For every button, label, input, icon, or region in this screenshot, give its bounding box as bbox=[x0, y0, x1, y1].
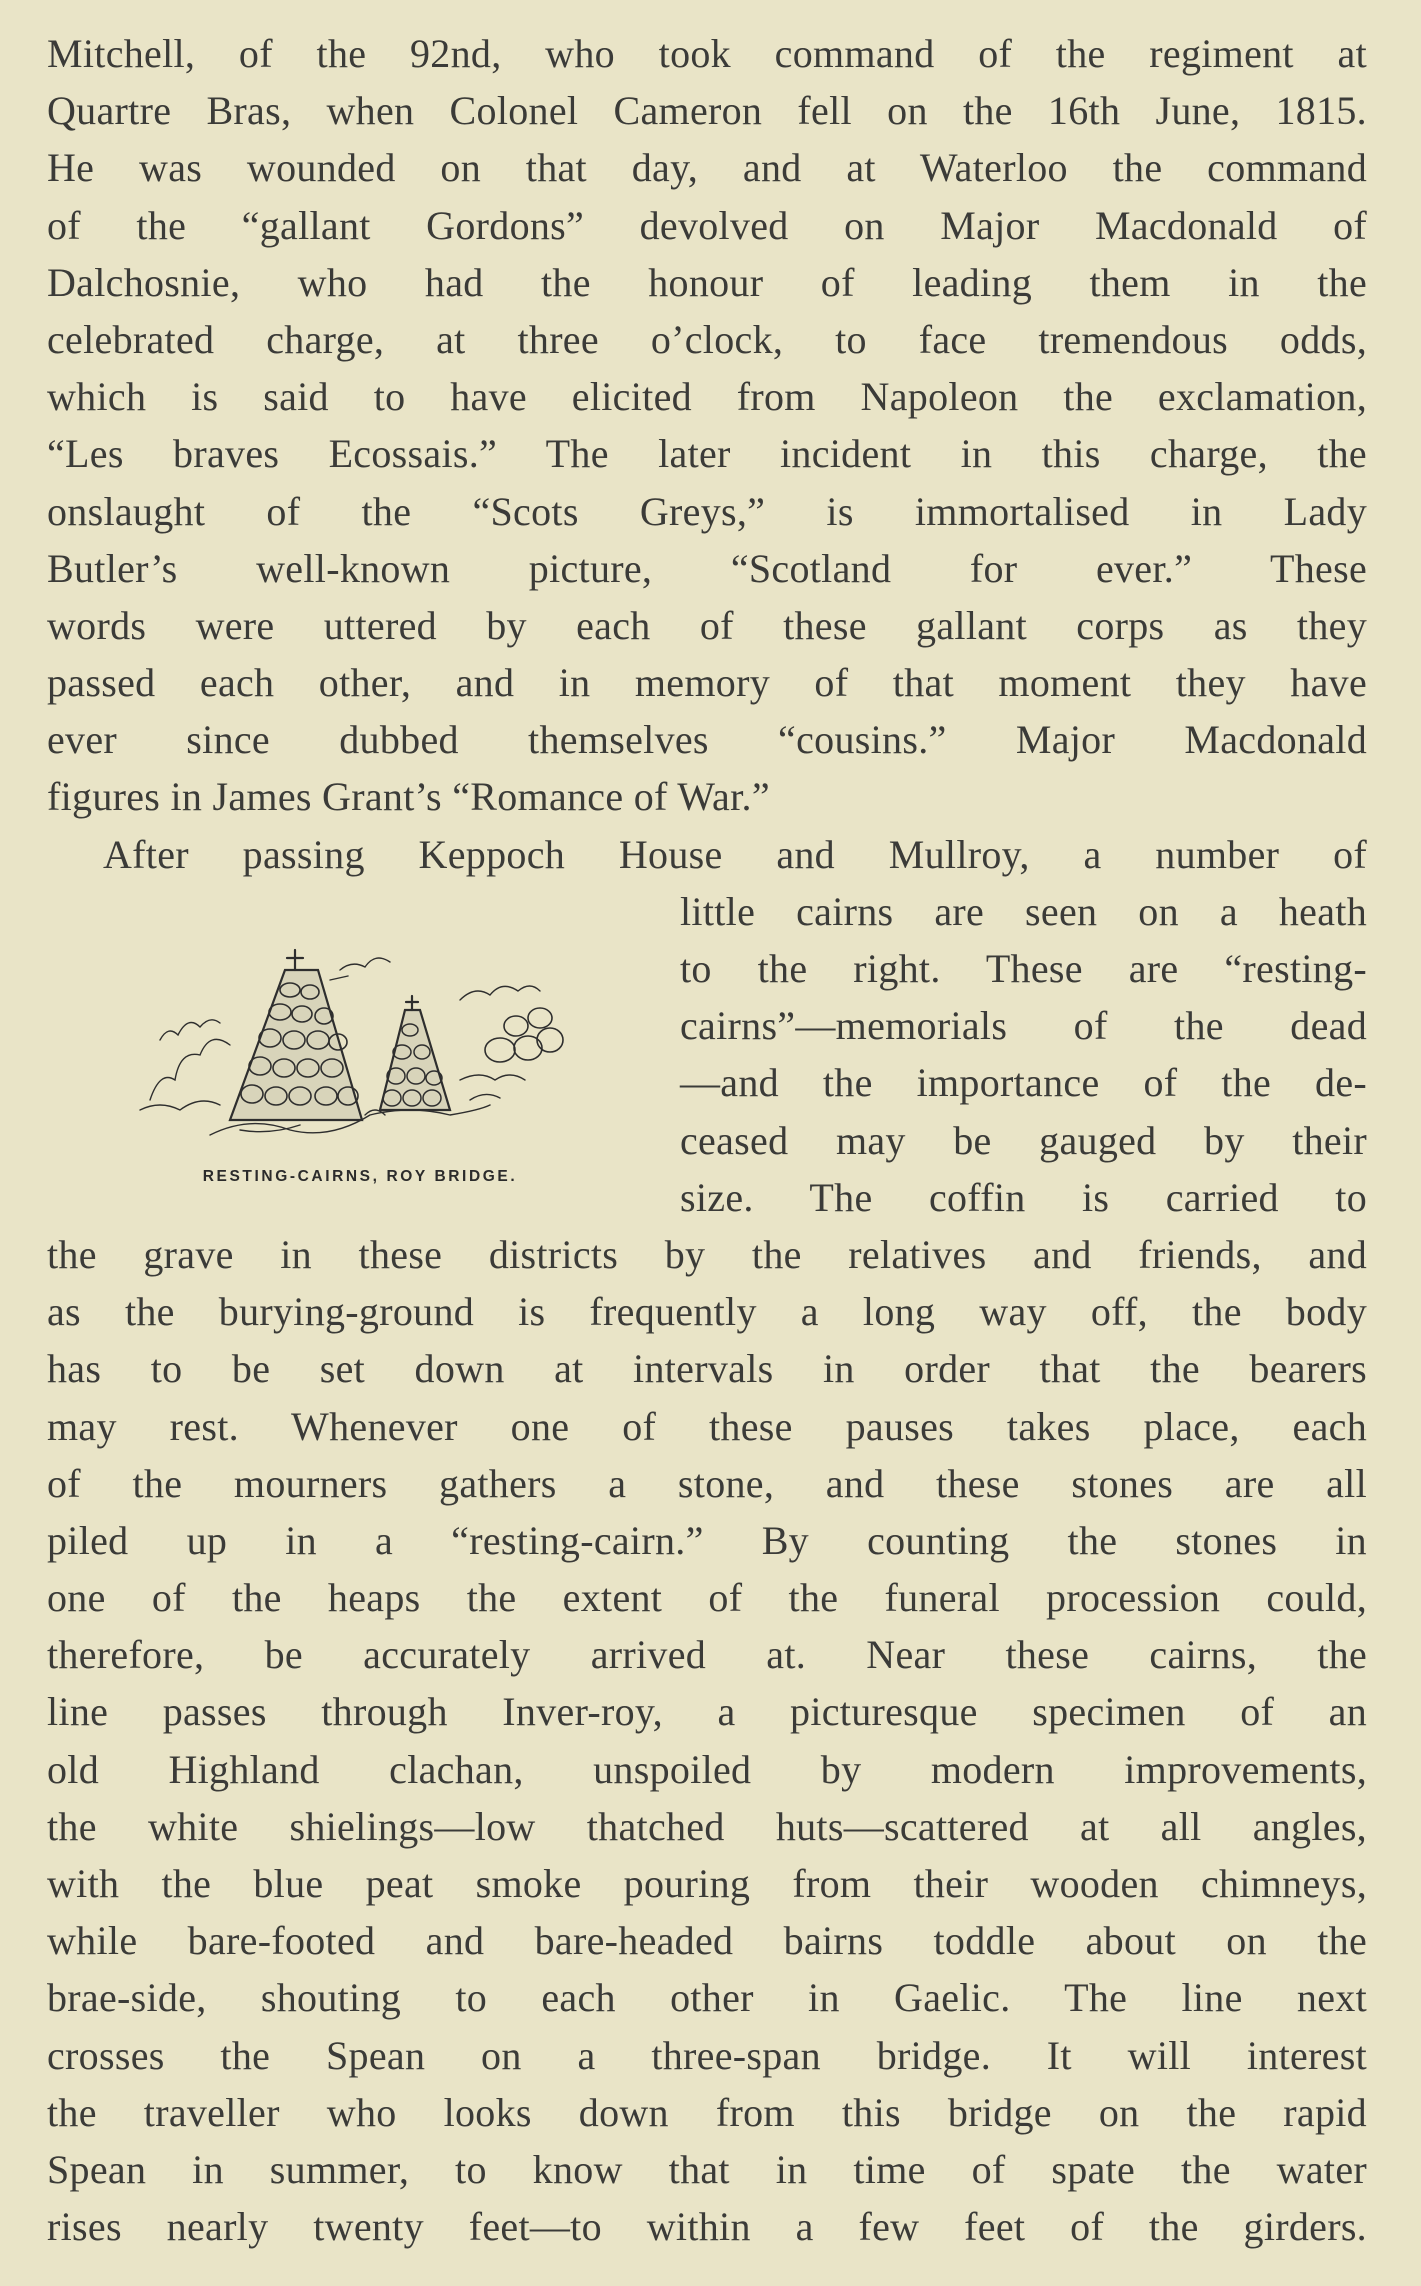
text-line: old Highland clachan, unspoiled by modern improvements, bbox=[47, 1746, 1367, 1792]
text-line: Mitchell, of the 92nd, who took command of the regiment at bbox=[47, 31, 1367, 76]
text-line: celebrated charge, at three o’clock, to face tremendous odds, bbox=[47, 316, 1367, 362]
text-line: little cairns are seen on a heath bbox=[680, 888, 1367, 934]
text-line: —and the importance of the de- bbox=[680, 1060, 1367, 1106]
text-line: ever since dubbed themselves “cousins.” Major Macdonald bbox=[47, 717, 1367, 763]
text-line: size. The coffin is carried to bbox=[680, 1174, 1367, 1220]
text-line: Butler’s well-known picture, “Scotland for ever.” These bbox=[47, 545, 1367, 591]
text-line: as the burying-ground is frequently a long way off, the body bbox=[47, 1289, 1367, 1335]
figure-caption: RESTING-CAIRNS, ROY BRIDGE. bbox=[202, 1168, 518, 1185]
text-line: of the “gallant Gordons” devolved on Major Macdonald of bbox=[47, 202, 1367, 248]
text-line: piled up in a “resting-cairn.” By counting the stones in bbox=[47, 1517, 1367, 1563]
text-line: may rest. Whenever one of these pauses takes place, each bbox=[47, 1403, 1367, 1449]
illustration-resting-cairns bbox=[80, 900, 640, 1220]
text-line: to the right. These are “resting- bbox=[680, 946, 1367, 991]
text-line: therefore, be accurately arrived at. Near these cairns, the bbox=[47, 1632, 1367, 1678]
text-line: ceased may be gauged by their bbox=[680, 1117, 1367, 1163]
cairns-drawing bbox=[80, 900, 640, 1160]
text-line: Quartre Bras, when Colonel Cameron fell on the 16th June, 1815. bbox=[47, 88, 1367, 134]
text-line: crosses the Spean on a three-span bridge. It will interest bbox=[47, 2032, 1367, 2078]
text-line: passed each other, and in memory of that moment they have bbox=[47, 660, 1367, 706]
text-line: has to be set down at intervals in order that the bearers bbox=[47, 1346, 1367, 1392]
text-line: He was wounded on that day, and at Waterloo the command bbox=[47, 145, 1367, 191]
text-line: cairns”—memorials of the dead bbox=[680, 1003, 1367, 1049]
text-line: brae-side, shouting to each other in Gaelic. The line next bbox=[47, 1975, 1367, 2021]
text-line: with the blue peat smoke pouring from their wooden chimneys, bbox=[47, 1861, 1367, 1906]
text-line: the white shielings—low thatched huts—scattered at all angles, bbox=[47, 1803, 1367, 1849]
text-line: the traveller who looks down from this bridge on the rapid bbox=[47, 2089, 1367, 2135]
text-line: while bare-footed and bare-headed bairns toddle about on the bbox=[47, 1918, 1367, 1964]
text-line: one of the heaps the extent of the funeral procession could, bbox=[47, 1575, 1367, 1621]
text-line: figures in James Grant’s “Romance of War.” bbox=[47, 774, 770, 820]
text-line: which is said to have elicited from Napoleon the exclamation, bbox=[47, 374, 1367, 420]
text-line: Spean in summer, to know that in time of spate the water bbox=[47, 2146, 1367, 2192]
text-line: “Les braves Ecossais.” The later incident in this charge, the bbox=[47, 431, 1367, 477]
text-line: onslaught of the “Scots Greys,” is immortalised in Lady bbox=[47, 488, 1367, 534]
text-line: of the mourners gathers a stone, and these stones are all bbox=[47, 1460, 1367, 1506]
text-line: the grave in these districts by the relatives and friends, and bbox=[47, 1231, 1367, 1277]
text-line: rises nearly twenty feet—to within a few feet of the girders. bbox=[47, 2204, 1367, 2250]
text-line: Dalchosnie, who had the honour of leading them in the bbox=[47, 259, 1367, 305]
text-line: After passing Keppoch House and Mullroy, a number of bbox=[103, 831, 1367, 877]
text-line: line passes through Inver-roy, a picturesque specimen of an bbox=[47, 1689, 1367, 1735]
text-line: words were uttered by each of these gallant corps as they bbox=[47, 602, 1367, 648]
